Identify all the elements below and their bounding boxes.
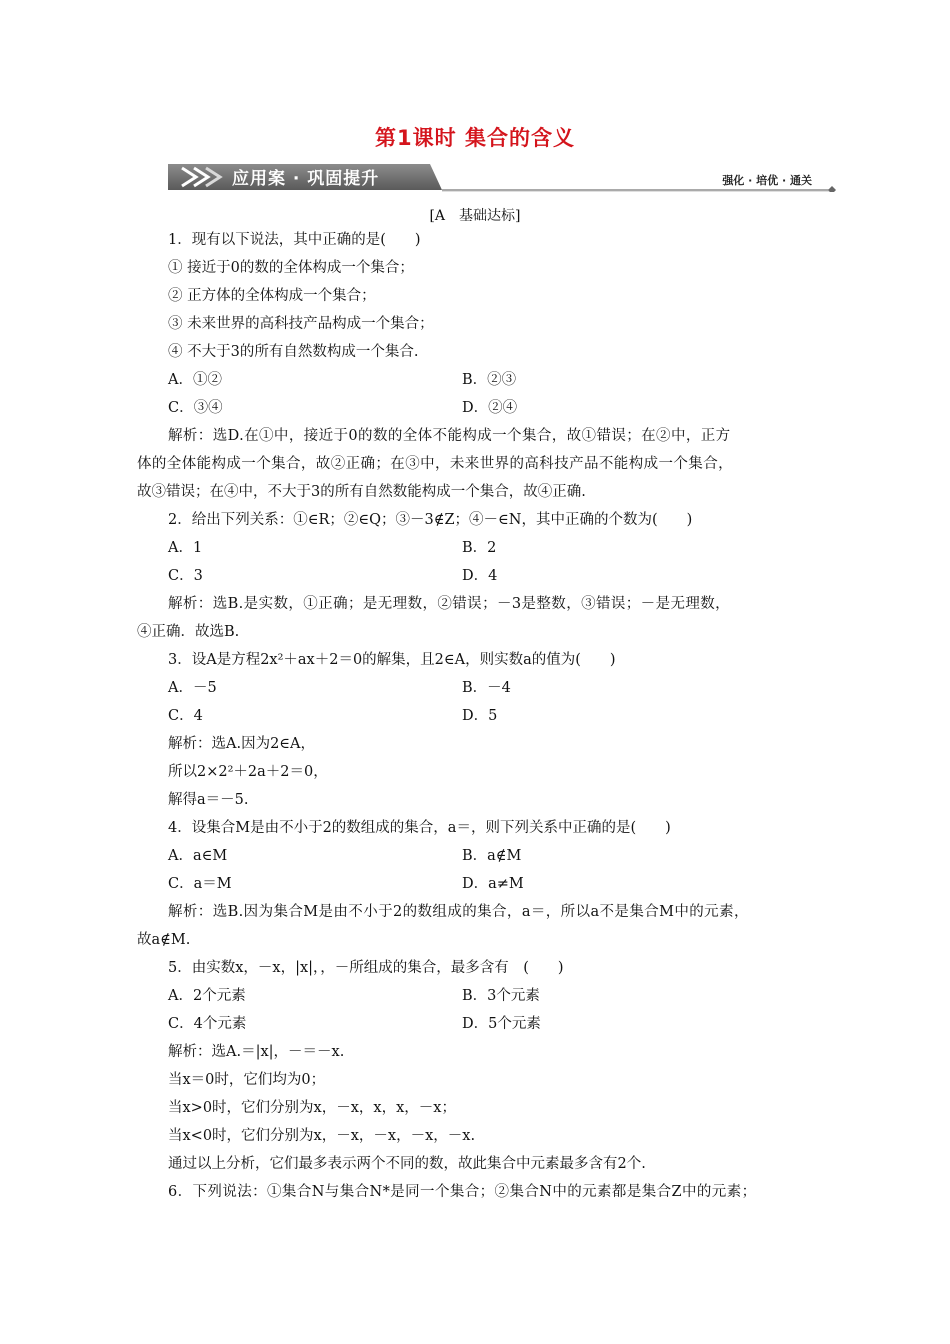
option-b: B．3个元素: [462, 988, 540, 1004]
analysis: 故a∉M.: [137, 932, 191, 948]
option-c: C．4个元素: [168, 1016, 247, 1032]
option-d: D．5: [462, 708, 498, 724]
banner-left-label: 应用案 · 巩固提升: [232, 169, 380, 189]
option-a: A．1: [168, 540, 203, 556]
analysis: 解得a＝－5.: [168, 792, 249, 808]
banner-right-label: 强化 · 培优 · 通关: [722, 174, 812, 187]
question-6: 6．下列说法：①集合N与集合N*是同一个集合；②集合N中的元素都是集合Z中的元素；: [168, 1184, 757, 1200]
statement: ② 正方体的全体构成一个集合；: [168, 288, 376, 304]
section-heading: [A 基础达标]: [429, 208, 521, 224]
option-d: D．5个元素: [462, 1016, 541, 1032]
analysis: 解析：选B.因为集合M是由不小于2的数组成的集合，a＝，所以a不是集合M中的元素，: [168, 904, 749, 920]
analysis: 所以2×2²＋2a＋2＝0，: [168, 764, 328, 780]
option-b: B．a∉M: [462, 848, 522, 864]
option-b: B．②③: [462, 372, 517, 388]
question-3: 3．设A是方程2x²＋ax＋2＝0的解集，且2∈A，则实数a的值为( ): [168, 652, 616, 668]
section-banner: [168, 160, 840, 192]
question-4: 4．设集合M是由不小于2的数组成的集合，a＝，则下列关系中正确的是( ): [168, 820, 671, 836]
question-2: 2．给出下列关系：①∈R；②∈Q；③－3∉Z；④－∈N，其中正确的个数为( ): [168, 512, 693, 528]
analysis: 解析：选B.是实数，①正确；是无理数，②错误；－3是整数，③错误；－是无理数，: [168, 596, 731, 612]
analysis: 故③错误；在④中，不大于3的所有自然数能构成一个集合，故④正确.: [137, 484, 586, 500]
analysis: 解析：选A.＝|x|，－＝－x.: [168, 1044, 345, 1060]
option-b: B．2: [462, 540, 497, 556]
option-c: C．③④: [168, 400, 223, 416]
option-a: A．①②: [168, 372, 222, 388]
option-d: D．4: [462, 568, 498, 584]
analysis: ④正确．故选B.: [137, 624, 240, 640]
option-a: A．－5: [168, 680, 217, 696]
analysis: 解析：选A.因为2∈A，: [168, 736, 316, 752]
question-1: 1．现有以下说法，其中正确的是( ): [168, 232, 421, 248]
option-d: D．a≠M: [462, 876, 524, 892]
statement: ① 接近于0的数的全体构成一个集合；: [168, 260, 414, 276]
analysis: 体的全体能构成一个集合，故②正确；在③中，未来世界的高科技产品不能构成一个集合，: [137, 456, 733, 472]
analysis: 通过以上分析，它们最多表示两个不同的数，故此集合中元素最多含有2个.: [168, 1156, 646, 1172]
option-b: B．－4: [462, 680, 511, 696]
page-title: 第1课时 集合的含义: [375, 126, 575, 150]
analysis: 当x>0时，它们分别为x，－x，x，x，－x；: [168, 1100, 456, 1116]
analysis: 当x＝0时，它们均为0；: [168, 1072, 326, 1088]
option-d: D．②④: [462, 400, 518, 416]
question-5: 5．由实数x，－x，|x|，，－所组成的集合，最多含有 ( ): [168, 960, 564, 976]
option-a: A．2个元素: [168, 988, 246, 1004]
option-c: C．4: [168, 708, 203, 724]
option-c: C．3: [168, 568, 203, 584]
analysis: 当x<0时，它们分别为x，－x，－x，－x，－x.: [168, 1128, 476, 1144]
statement: ③ 未来世界的高科技产品构成一个集合；: [168, 316, 434, 332]
option-a: A．a∈M: [168, 848, 228, 864]
statement: ④ 不大于3的所有自然数构成一个集合.: [168, 344, 419, 360]
analysis: 解析：选D.在①中，接近于0的数的全体不能构成一个集合，故①错误；在②中，正方: [168, 428, 731, 444]
option-c: C．a＝M: [168, 876, 232, 892]
